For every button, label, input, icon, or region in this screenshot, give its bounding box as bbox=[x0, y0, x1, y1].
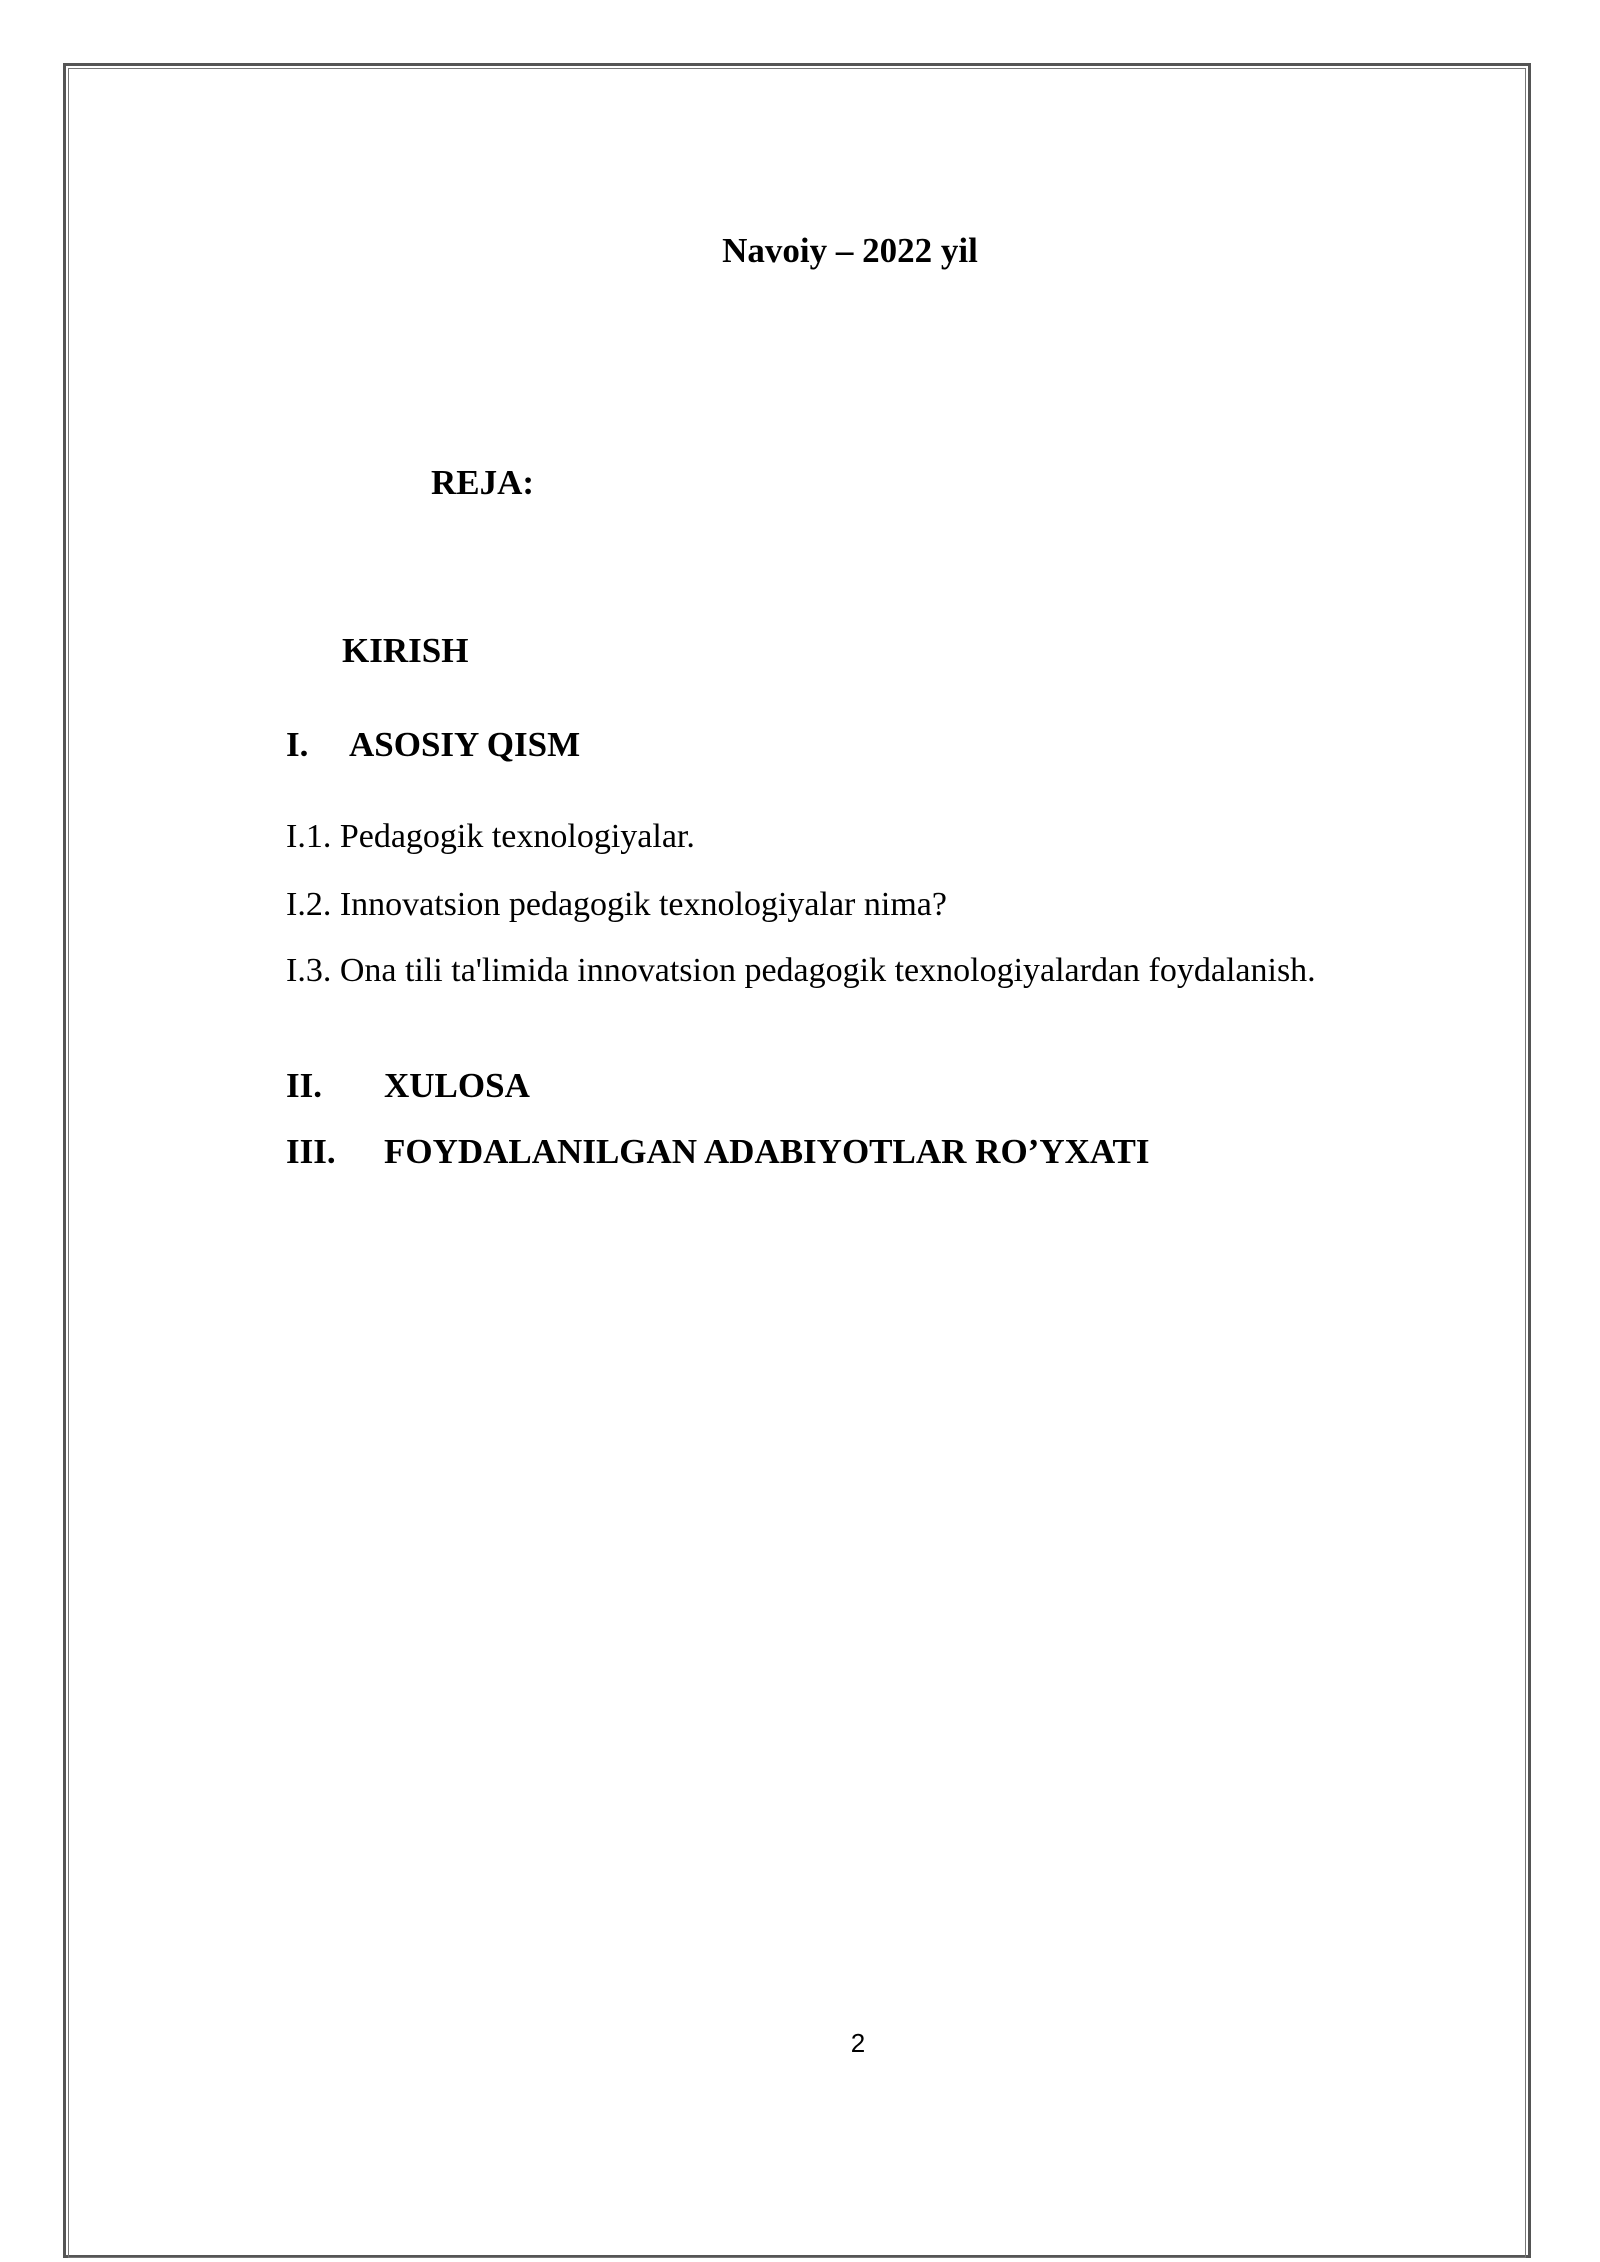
subsection-item-2: I.2. Innovatsion pedagogik texnologiyalar nima? bbox=[286, 886, 947, 923]
references-number: III. bbox=[286, 1132, 336, 1171]
conclusion-label: XULOSA bbox=[384, 1066, 530, 1105]
intro-heading: KIRISH bbox=[342, 631, 469, 670]
page-number: 2 bbox=[850, 2028, 866, 2058]
references-label: FOYDALANILGAN ADABIYOTLAR RO’YXATI bbox=[384, 1132, 1150, 1171]
subsection-item-3: I.3. Ona tili ta'limida innovatsion pedagogik texnologiyalardan foydalanish. bbox=[286, 952, 1316, 989]
city-year-heading: Navoiy – 2022 yil bbox=[722, 231, 978, 270]
conclusion-number: II. bbox=[286, 1066, 322, 1105]
main-part-number: I. bbox=[286, 725, 309, 764]
main-part-label: ASOSIY QISM bbox=[349, 725, 581, 764]
subsection-item-1: I.1. Pedagogik texnologiyalar. bbox=[286, 818, 695, 855]
plan-title: REJA: bbox=[431, 463, 535, 502]
